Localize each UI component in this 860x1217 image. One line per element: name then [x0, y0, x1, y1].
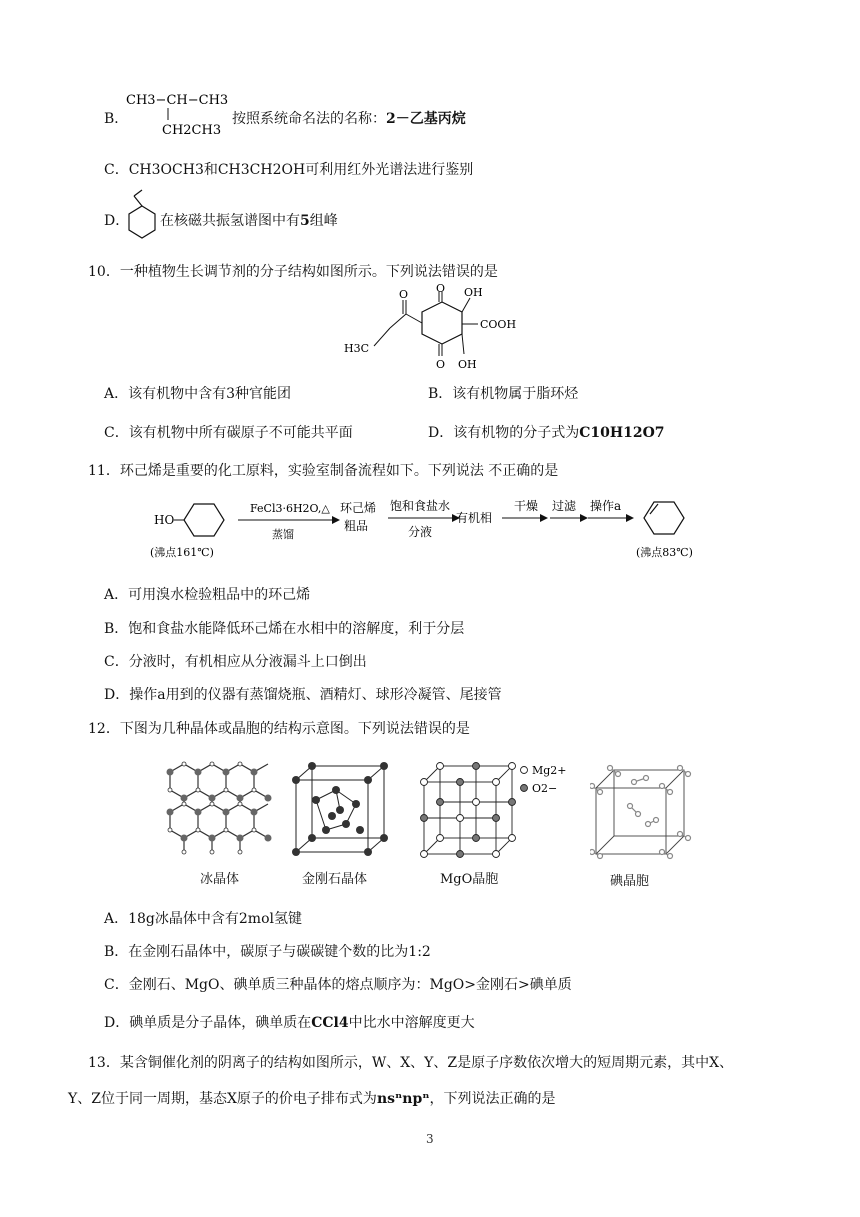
q9-option-b-text	[232, 108, 466, 128]
q10-cooh: COOH	[480, 318, 517, 331]
q9-b-desc: 按照系统命名法的名称：	[232, 111, 386, 127]
electron-config: nsⁿnpⁿ	[376, 1091, 430, 1107]
q9-option-b-structure	[124, 88, 234, 140]
mgo-legend	[518, 760, 578, 800]
q9-struct-line2: CH2CH3	[162, 123, 222, 138]
mgo-cell-figure	[418, 760, 518, 860]
flow-sep: 分液	[408, 525, 433, 539]
caption-ice: 冰晶体	[200, 872, 240, 887]
q10-o-top: O	[436, 284, 446, 295]
q9-option-d-letter: D．	[104, 213, 130, 229]
q10-stem: 10．一种植物生长调节剂的分子结构如图所示。下列说法错误的是	[88, 264, 498, 280]
ice-crystal-figure	[164, 760, 276, 860]
q10-molecule-structure	[340, 284, 540, 374]
iodine-cell-figure	[590, 762, 694, 862]
cyclohexene-ring-icon	[644, 502, 684, 534]
legend-mg: Mg2+	[532, 764, 567, 777]
q9-ethylcyclohexane-icon	[124, 188, 160, 248]
flow-ho: HO	[154, 513, 175, 527]
flow-filter: 过滤	[552, 499, 577, 513]
q10-option-c: C．该有机物中所有碳原子不可能共平面	[104, 425, 353, 441]
q11-flow-diagram	[150, 490, 720, 570]
q10-formula: C10H12O7	[579, 425, 665, 441]
caption-mgo: MgO晶胞	[440, 872, 499, 887]
q13-line1: 13．某含铜催化剂的阴离子的结构如图所示，W、X、Y、Z是原子序数依次增大的短周期元素，其中X、	[88, 1055, 734, 1071]
q11-option-c: C．分液时，有机相应从分液漏斗上口倒出	[104, 654, 367, 670]
q12-option-d: D．碘单质是分子晶体，碘单质在CCl4中比水中溶解度更大	[104, 1015, 475, 1031]
flow-crude2: 粗品	[344, 519, 369, 533]
cyclohexanol-ring-icon	[184, 504, 224, 536]
q12-stem: 12．下图为几种晶体或晶胞的结构示意图。下列说法错误的是	[88, 721, 470, 737]
q10-o-bottom: O	[436, 358, 446, 371]
q9-option-c: C．CH3OCH3和CH3CH2OH可利用红外光谱法进行鉴别	[104, 162, 474, 178]
ccl4-formula: CCl4	[311, 1015, 349, 1031]
caption-iodine: 碘晶胞	[610, 874, 650, 889]
flow-brine: 饱和食盐水	[390, 499, 451, 513]
q10-option-b: B．该有机物属于脂环烃	[428, 386, 579, 402]
q10-option-a: A．该有机物中含有3种官能团	[104, 386, 292, 402]
flow-bp2: (沸点83℃)	[636, 546, 693, 559]
diamond-crystal-figure	[290, 760, 390, 860]
q10-oh-bottom: OH	[458, 358, 477, 371]
flow-distill: 蒸馏	[272, 528, 294, 541]
page-number: 3	[426, 1132, 434, 1146]
q12-option-b: B．在金刚石晶体中，碳原子与碳碳键个数的比为1:2	[104, 944, 431, 960]
legend-o: O2−	[532, 782, 558, 795]
flow-crude1: 环己烯	[340, 501, 377, 515]
q13-line2: Y、Z位于同一周期，基态X原子的价电子排布式为nsⁿnpⁿ，下列说法正确的是	[68, 1091, 556, 1107]
q11-stem: 11．环己烯是重要的化工原料，实验室制备流程如下。下列说法 不正确的是	[88, 463, 559, 479]
caption-diamond: 金刚石晶体	[302, 872, 368, 887]
q10-oh-top: OH	[464, 286, 483, 299]
q12-option-a: A．18g冰晶体中含有2mol氢键	[104, 911, 302, 927]
q10-option-d: D．该有机物的分子式为C10H12O7	[428, 425, 665, 441]
q11-option-a: A．可用溴水检验粗品中的环己烯	[104, 587, 311, 603]
flow-reagent: FeCl3·6H2O,△	[250, 502, 330, 515]
q10-o-ketone: O	[399, 288, 409, 301]
q9-option-b-letter: B．	[104, 111, 129, 127]
q10-h3c: H3C	[344, 342, 370, 355]
q11-option-b: B．饱和食盐水能降低环己烯在水相中的溶解度，利于分层	[104, 621, 465, 637]
q11-option-d: D．操作a用到的仪器有蒸馏烧瓶、酒精灯、球形冷凝管、尾接管	[104, 687, 502, 703]
flow-dry: 干燥	[514, 499, 539, 513]
q9-b-name: 2－乙基丙烷	[386, 111, 466, 127]
flow-bp1: (沸点161℃)	[150, 546, 214, 559]
flow-organic: 有机相	[456, 511, 493, 525]
flow-op: 操作a	[590, 499, 622, 513]
q12-option-c: C．金刚石、MgO、碘单质三种晶体的熔点顺序为：MgO>金刚石>碘单质	[104, 977, 572, 993]
q9-option-d-text: 在核磁共振氢谱图中有5组峰	[160, 213, 338, 229]
q9-struct-line1: CH3−CH−CH3	[126, 93, 229, 108]
